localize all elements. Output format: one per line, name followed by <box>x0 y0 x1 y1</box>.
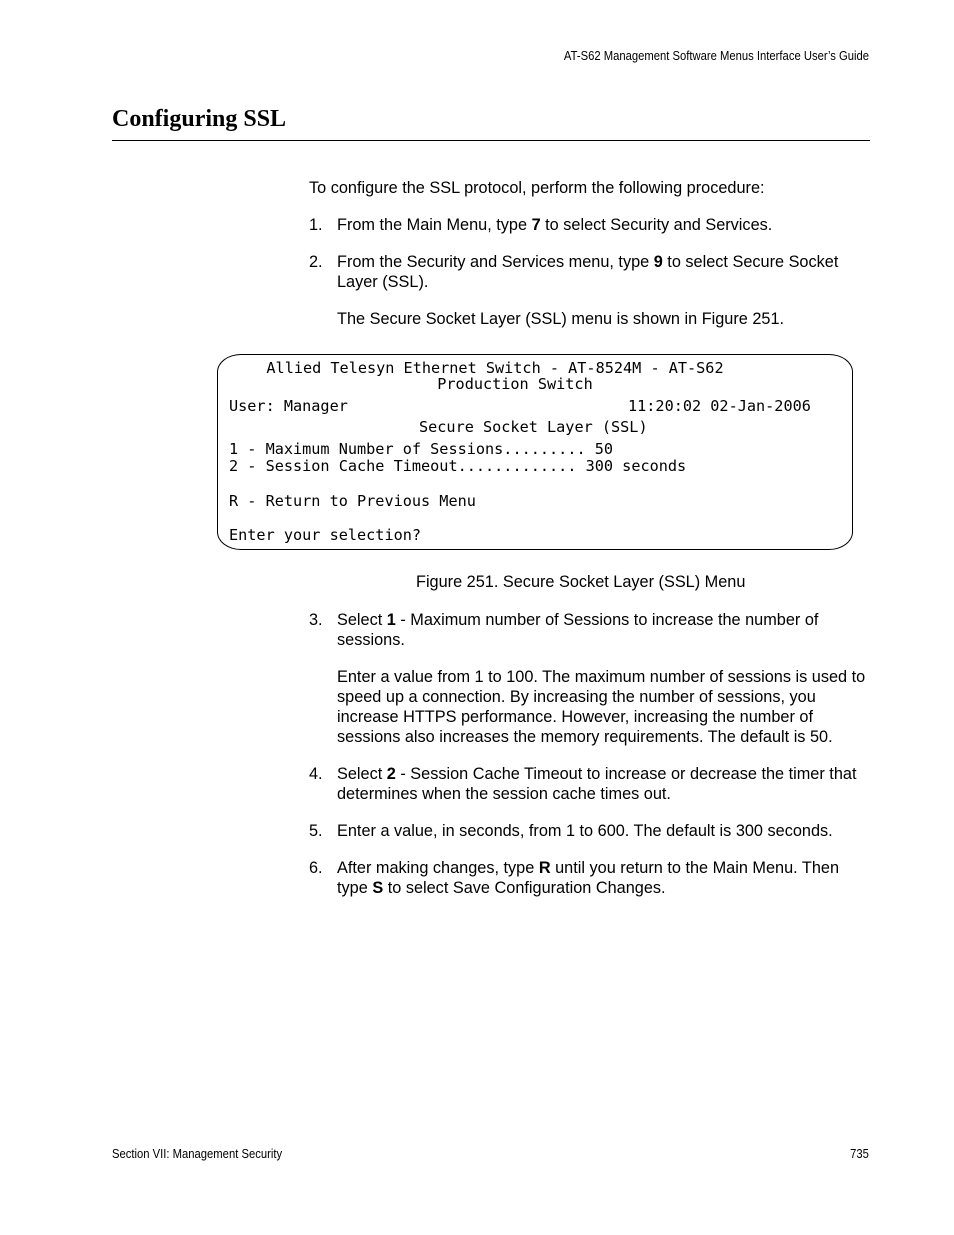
step-text: until you return to the Main Menu. Then type <box>337 859 839 897</box>
step-text: From the Security and Services menu, type <box>337 253 654 271</box>
procedure-part-1 <box>309 178 874 346</box>
title-rule <box>112 140 870 141</box>
section-title: Configuring SSL <box>112 106 287 132</box>
step-key: S <box>372 879 384 897</box>
procedure-part-2 <box>309 610 874 915</box>
step-text: After making changes, type <box>337 859 539 877</box>
step-number: 2. <box>309 253 323 271</box>
terminal-screen-figure <box>217 354 853 550</box>
step-text: to select Save Configuration Changes. <box>383 879 666 897</box>
step-2-note: The Secure Socket Layer (SSL) menu is shown in Figure 251. <box>337 310 785 328</box>
step-text: From the Main Menu, type <box>337 216 532 234</box>
terminal-user: User: Manager <box>229 397 348 415</box>
step-text: - Session Cache Timeout to increase or decrease the timer that determines when the session cache times out. <box>337 765 857 803</box>
terminal-menu-item-1: 1 - Maximum Number of Sessions......... 50 <box>229 440 614 458</box>
step-number: 6. <box>309 859 323 877</box>
terminal-prompt: Enter your selection? <box>229 526 422 544</box>
intro-paragraph: To configure the SSL protocol, perform the following procedure: <box>309 179 765 197</box>
step-5 <box>309 821 874 841</box>
footer-page-number: 735 <box>850 1147 869 1161</box>
step-text: - Maximum number of Sessions to increase the number of sessions. <box>337 611 819 649</box>
terminal-header-line: Allied Telesyn Ethernet Switch - AT-8524M - AT-S62 <box>266 359 724 377</box>
step-3 <box>309 610 874 650</box>
step-3-note: Enter a value from 1 to 100. The maximum number of sessions is used to speed up a connection. By increasing the number of sessions, you increase HTTPS performance. However, increasing the number of sessions also increases the memory requirements. The default is 50. <box>337 668 866 746</box>
step-number: 1. <box>309 216 323 234</box>
running-header: AT-S62 Management Software Menus Interface User’s Guide <box>563 49 869 63</box>
terminal-datetime: 11:20:02 02-Jan-2006 <box>628 397 811 415</box>
step-text: Enter a value, in seconds, from 1 to 600. The default is 300 seconds. <box>337 822 833 840</box>
step-key: 9 <box>653 253 663 271</box>
step-number: 5. <box>309 822 323 840</box>
step-key: 1 <box>386 611 396 629</box>
terminal-menu-title: Secure Socket Layer (SSL) <box>419 418 648 436</box>
step-key: 7 <box>531 216 541 234</box>
terminal-switch-name: Production Switch <box>437 375 593 393</box>
terminal-menu-item-2: 2 - Session Cache Timeout............. 300 seconds <box>229 457 687 475</box>
step-text: to select Security and Services. <box>540 216 773 234</box>
step-key: 2 <box>386 765 396 783</box>
step-text: to select Secure Socket Layer (SSL). <box>337 253 839 291</box>
terminal-return-option: R - Return to Previous Menu <box>229 492 476 510</box>
step-6 <box>309 858 874 898</box>
footer-section: Section VII: Management Security <box>112 1147 283 1161</box>
figure-caption: Figure 251. Secure Socket Layer (SSL) Menu <box>416 573 746 591</box>
step-key: R <box>538 859 551 877</box>
step-1 <box>309 215 874 235</box>
step-2 <box>309 252 874 292</box>
step-4 <box>309 764 874 804</box>
step-number: 4. <box>309 765 323 783</box>
step-text: Select <box>337 765 387 783</box>
step-number: 3. <box>309 611 323 629</box>
step-text: Select <box>337 611 387 629</box>
